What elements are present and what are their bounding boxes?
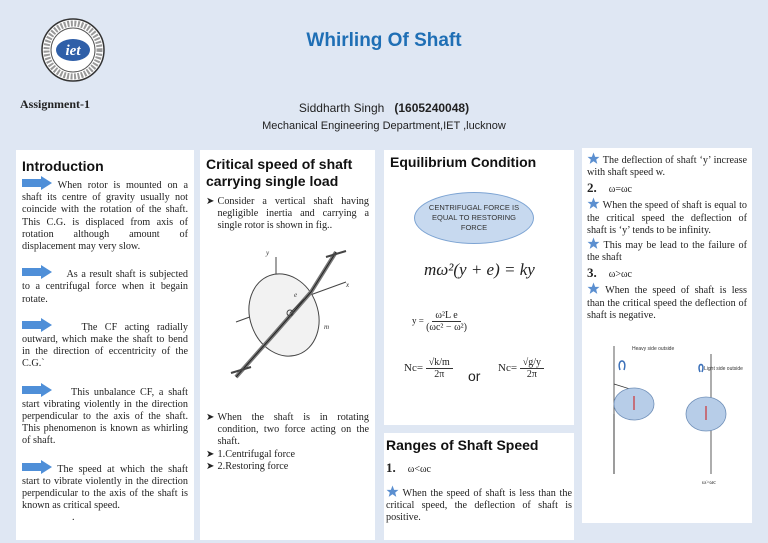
intro-paragraph: This unbalance CF, a shaft start vibrating violently in the direction perpendicular to the axis of the shaft. This phenomenon is known as whirling of shaft. bbox=[22, 383, 188, 448]
intro-trailing: . bbox=[72, 512, 75, 524]
or-label: or bbox=[468, 368, 481, 384]
ranges-title: Ranges of Shaft Speed bbox=[386, 437, 539, 453]
critical-speed-formula-2: Nc= $\frac{√g/y}{2\pi}$ bbox=[498, 357, 544, 380]
critical-forces-list bbox=[206, 412, 369, 473]
arrow-right-icon bbox=[22, 265, 52, 279]
fig-label-heavy: Heavy side outside bbox=[632, 346, 675, 352]
star-icon bbox=[587, 282, 600, 295]
author-line bbox=[0, 101, 768, 115]
equilibrium-title: Equilibrium Condition bbox=[390, 154, 537, 170]
speed-cases-panel bbox=[582, 148, 752, 523]
bullet-item: ➤ Consider a vertical shaft having negligible inertia and carrying a single rotor is shown in fig.. bbox=[206, 196, 369, 232]
star-icon bbox=[587, 197, 600, 210]
assignment-label: Assignment-1 bbox=[20, 97, 91, 111]
critical-title: Critical speed of shaft carrying single load bbox=[206, 156, 353, 189]
fig-label-light: Light side outside bbox=[704, 366, 743, 372]
centrifugal-oval: CENTRIFUGAL FORCE IS EQUAL TO RESTORING FORCE bbox=[414, 192, 534, 244]
critical-speed-formula-1: Nc= $\frac{√k/m}{2\pi}$ bbox=[404, 357, 453, 380]
introduction-title: Introduction bbox=[22, 158, 104, 174]
case-text: This may be lead to the failure of the shaft bbox=[587, 237, 747, 264]
case-text: The deflection of shaft ‘y’ increase with shaft speed w. bbox=[587, 152, 747, 179]
equilibrium-panel bbox=[384, 150, 574, 425]
arrow-right-icon bbox=[22, 460, 52, 474]
intro-paragraph: The CF acting radially outward, which make the shaft to bend in the direction of eccentricity of the C.G.` bbox=[22, 318, 188, 371]
star-icon bbox=[386, 485, 399, 498]
case-heading: 3. ω>ωc bbox=[587, 265, 632, 281]
rotor-shaft-figure bbox=[216, 237, 366, 387]
case-text: When the speed of shaft is less than the critical speed the deflection of shaft is negative. bbox=[587, 282, 747, 322]
bullet-item: ➤ 1.Centrifugal force bbox=[206, 448, 296, 460]
fig-label-speed: ω>ωc bbox=[702, 480, 716, 486]
intro-paragraph: When rotor is mounted on a shaft its centre of gravity usually not coincide with the rotation of the shaft. This C.G. is displaced from axis of rotation although amount of displacement may very slow. bbox=[22, 176, 188, 253]
ranges-panel bbox=[384, 433, 574, 540]
svg-text:e: e bbox=[294, 290, 298, 299]
range-item-text: When the speed of shaft is less than the critical speed, the deflection of shaft is positive. bbox=[386, 485, 572, 525]
star-icon bbox=[587, 237, 600, 250]
arrow-right-icon bbox=[22, 176, 52, 190]
star-icon bbox=[587, 152, 600, 165]
svg-text:x: x bbox=[346, 280, 350, 289]
arrow-right-icon bbox=[22, 383, 52, 397]
arrow-right-icon bbox=[22, 318, 52, 332]
intro-paragraph: The speed at which the shaft start to vibrate violently in the direction perpendicular to the axis of the shaft is known as critical speed. bbox=[22, 460, 188, 513]
header bbox=[0, 0, 768, 140]
svg-text:m: m bbox=[324, 322, 330, 331]
introduction-panel bbox=[16, 150, 194, 540]
intro-paragraph: As a result shaft is subjected to a centrifugal force when it begain rotate. bbox=[22, 265, 188, 306]
deflection-formula: y = $\frac{\text{ω²L e}}{\text{(ωc² − ω²)}}$ bbox=[412, 310, 467, 333]
case-text: When the speed of shaft is equal to the critical speed the deflection of shaft is ‘y’ tends to be infinity. bbox=[587, 197, 747, 237]
author-name: Siddharth Singh bbox=[298, 101, 385, 115]
critical-speed-panel bbox=[200, 150, 375, 540]
svg-text:y: y bbox=[266, 248, 270, 257]
range-item: 1. ω<ωc bbox=[386, 460, 431, 475]
equilibrium-equation: mω²(y + e) = ky bbox=[424, 260, 535, 279]
deflection-figure bbox=[606, 344, 743, 494]
case-heading: 2. ω=ωc bbox=[587, 180, 632, 196]
bullet-item: ➤ When the shaft is in rotating condition, two force acting on the shaft. bbox=[206, 412, 369, 448]
author-id: (1605240048) bbox=[394, 101, 470, 115]
svg-text:iet: iet bbox=[65, 43, 81, 59]
page-title: Whirling Of Shaft bbox=[306, 30, 462, 51]
bullet-item: ➤ 2.Restoring force bbox=[206, 460, 289, 472]
department: Mechanical Engineering Department,IET ,lucknow bbox=[262, 120, 506, 132]
